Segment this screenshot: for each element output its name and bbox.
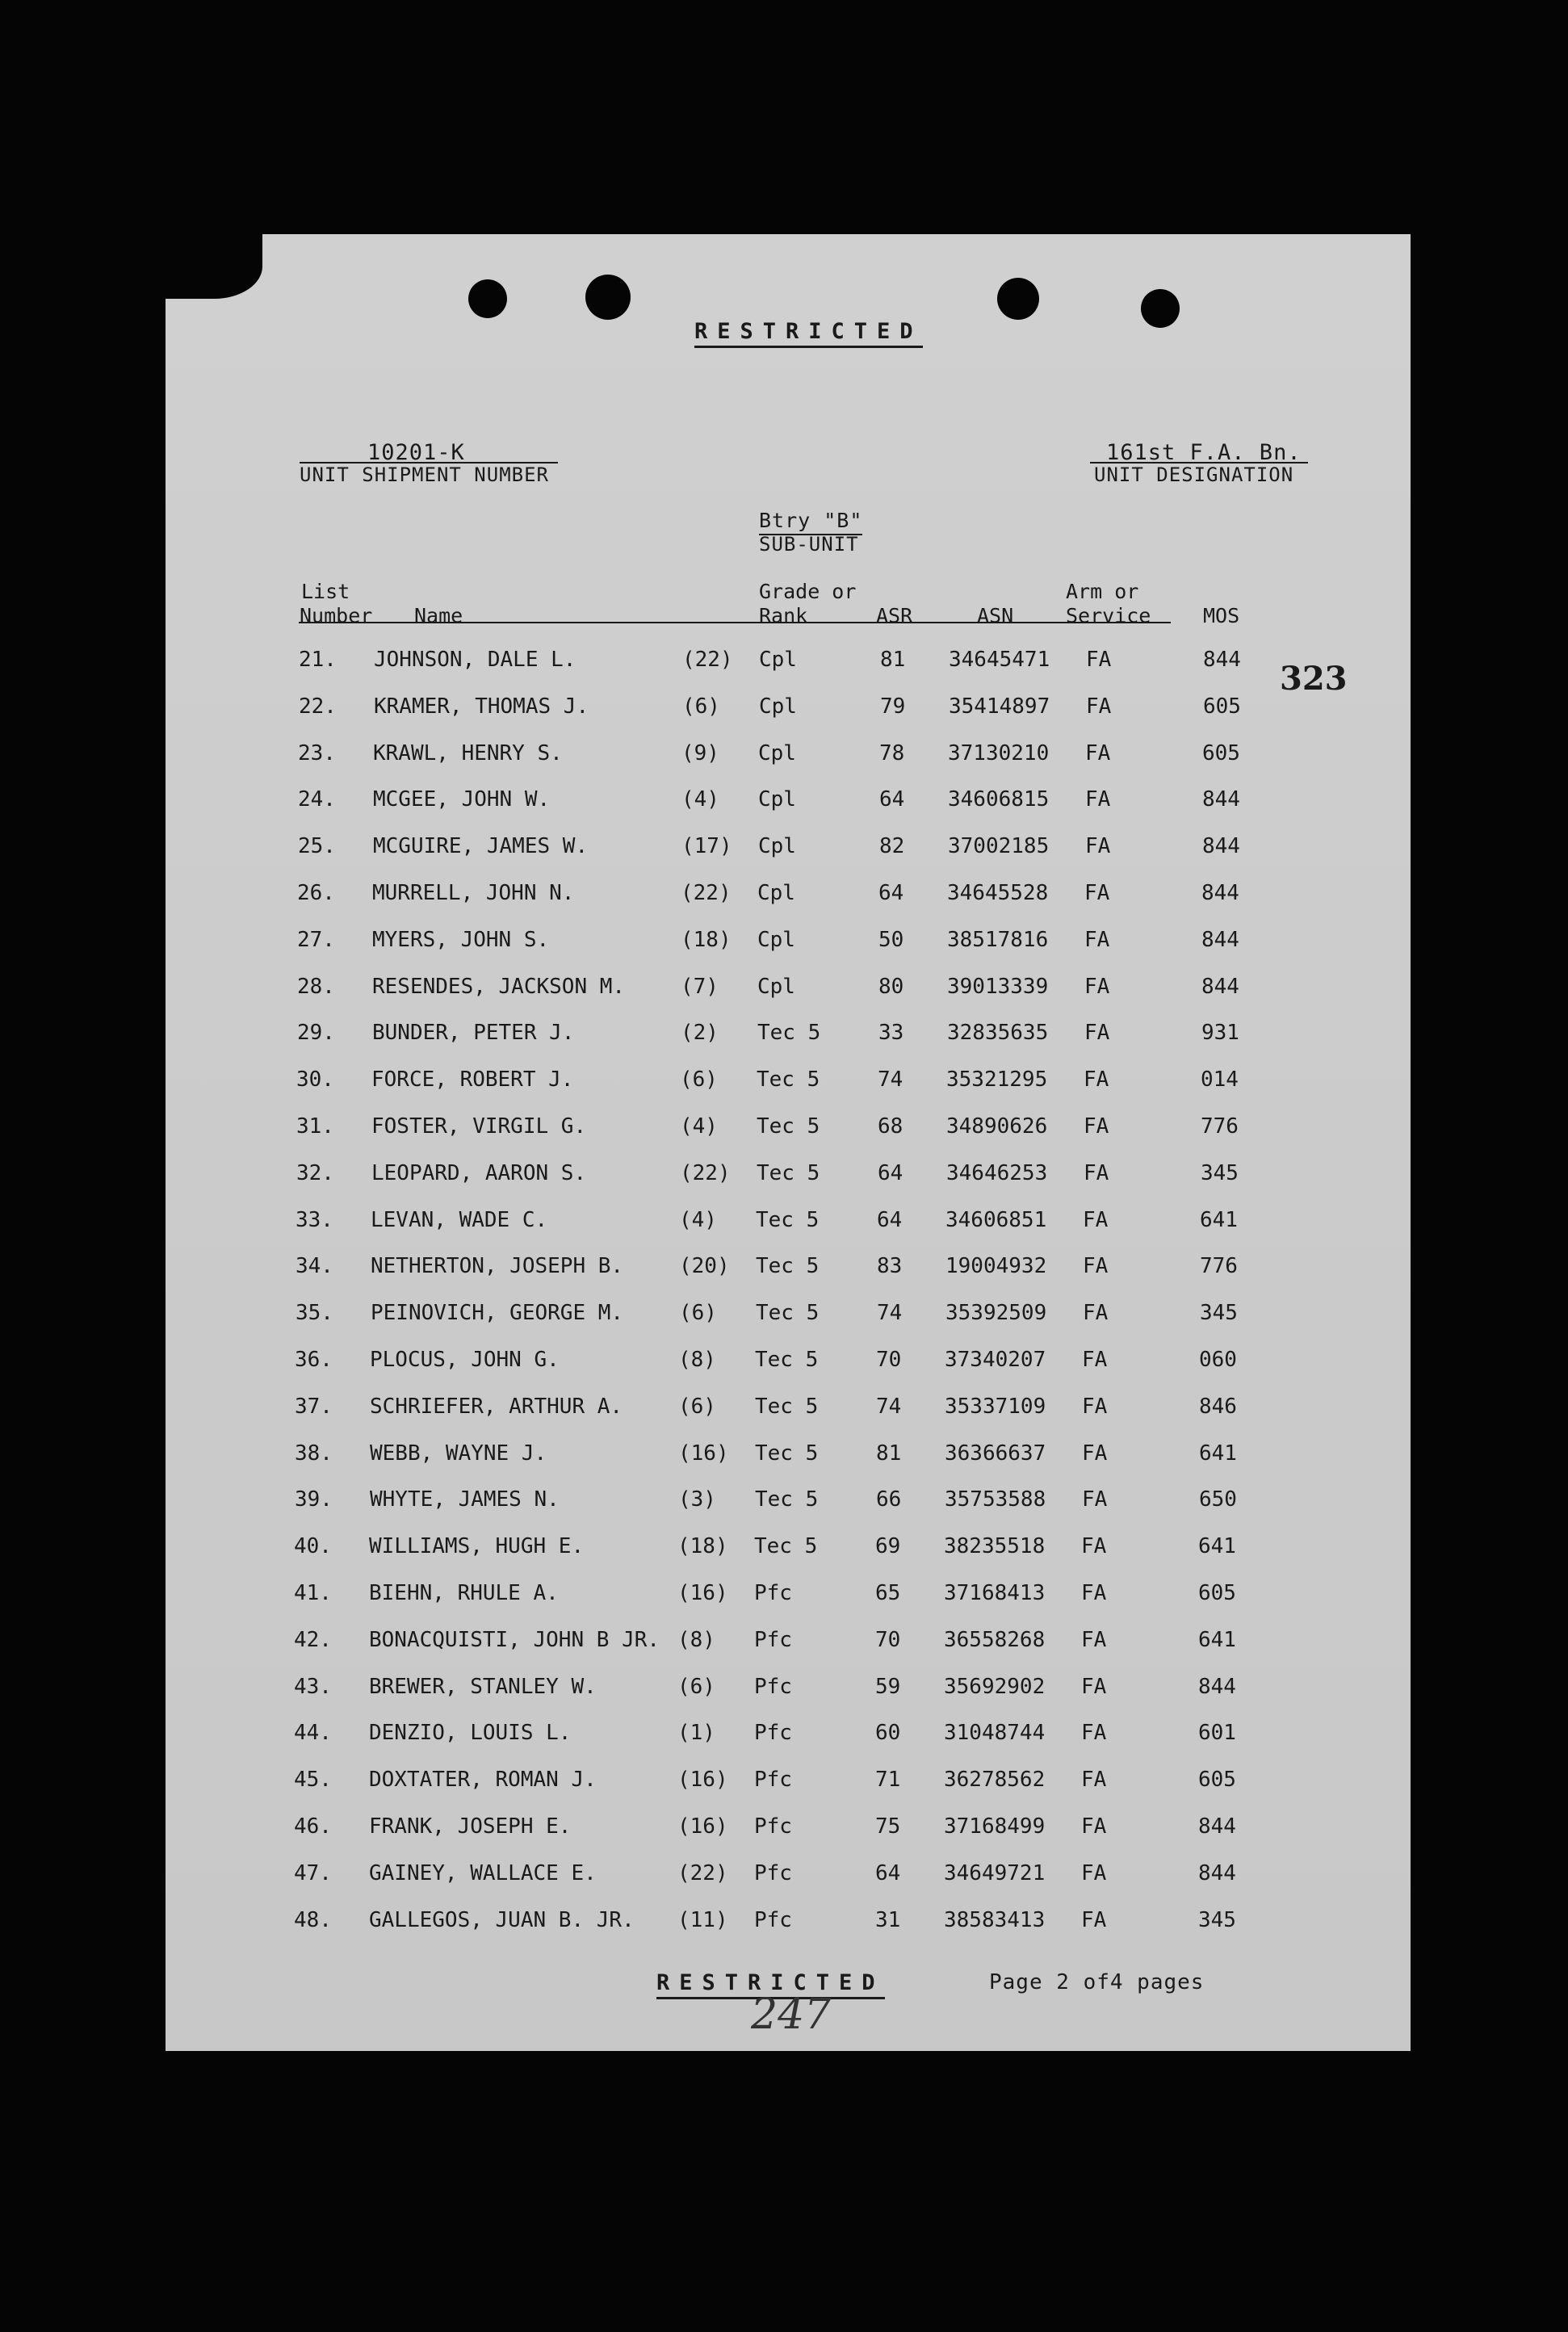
row-rank: Cpl [757, 927, 795, 952]
row-arm: FA [1084, 1021, 1110, 1046]
row-code: (8) [677, 1627, 715, 1652]
row-code: (16) [678, 1441, 729, 1466]
row-mos: 844 [1201, 881, 1239, 905]
row-arm: FA [1081, 1721, 1107, 1746]
row-asr: 65 [875, 1581, 901, 1605]
row-rank: Tec 5 [755, 1441, 819, 1466]
row-arm: FA [1086, 648, 1112, 672]
col-grade-2: Rank [759, 604, 808, 627]
unit-designation-label: UNIT DESIGNATION [1094, 463, 1294, 486]
row-name: NETHERTON, JOSEPH B. [371, 1254, 624, 1279]
row-asr: 74 [876, 1394, 902, 1419]
row-arm: FA [1082, 1441, 1108, 1466]
row-number: 25. [298, 834, 336, 859]
row-code: (18) [677, 1534, 728, 1559]
row-mos: 844 [1203, 648, 1241, 672]
row-asn: 37168499 [944, 1814, 1046, 1839]
row-arm: FA [1081, 1860, 1107, 1885]
row-arm: FA [1084, 881, 1110, 905]
row-arm: FA [1081, 1907, 1107, 1932]
row-asn: 37002185 [948, 834, 1050, 859]
table-row [166, 1534, 1411, 1581]
row-mos: 605 [1203, 694, 1241, 719]
row-arm: FA [1086, 694, 1112, 719]
row-arm: FA [1084, 1067, 1109, 1093]
row-rank: Pfc [754, 1860, 792, 1885]
row-code: (6) [680, 1067, 718, 1093]
row-rank: Pfc [754, 1581, 792, 1605]
row-asn: 34645471 [949, 648, 1050, 672]
row-number: 40. [294, 1534, 332, 1559]
row-name: MCGUIRE, JAMES W. [373, 834, 589, 859]
row-asr: 74 [878, 1067, 903, 1093]
row-name: PLOCUS, JOHN G. [370, 1348, 560, 1372]
table-row [166, 1908, 1411, 1955]
row-asn: 36366637 [945, 1441, 1046, 1466]
row-rank: Tec 5 [757, 1160, 820, 1185]
row-name: JOHNSON, DALE L. [374, 648, 576, 672]
col-asn: ASN [977, 604, 1014, 627]
row-name: KRAWL, HENRY S. [373, 740, 563, 765]
row-asr: 64 [879, 787, 905, 812]
row-number: 45. [294, 1768, 332, 1793]
row-rank: Pfc [754, 1768, 792, 1793]
row-code: (4) [680, 1114, 718, 1139]
row-arm: FA [1082, 1348, 1108, 1372]
row-number: 30. [296, 1067, 334, 1093]
row-mos: 601 [1198, 1721, 1236, 1746]
row-mos: 605 [1202, 740, 1240, 765]
page-info: Page 2 of4 pages [989, 1970, 1205, 1994]
row-rank: Pfc [754, 1814, 792, 1839]
row-name: BREWER, STANLEY W. [369, 1674, 597, 1699]
row-asn: 35337109 [945, 1394, 1046, 1419]
row-number: 26. [297, 881, 335, 905]
row-code: (22) [677, 1860, 728, 1885]
row-name: MURRELL, JOHN N. [372, 881, 575, 905]
table-row [166, 1721, 1411, 1768]
row-number: 23. [298, 740, 336, 765]
row-rank: Cpl [758, 834, 796, 859]
handwritten-number: 247 [751, 1990, 832, 2039]
row-asn: 37340207 [945, 1348, 1046, 1372]
table-row [166, 741, 1411, 788]
punch-hole [468, 279, 507, 318]
row-asr: 70 [875, 1627, 901, 1652]
row-asn: 38517816 [947, 927, 1049, 952]
row-number: 28. [297, 974, 335, 999]
row-number: 29. [297, 1021, 335, 1046]
row-arm: FA [1083, 1207, 1109, 1232]
row-name: GAINEY, WALLACE E. [369, 1860, 597, 1885]
row-rank: Tec 5 [757, 1067, 820, 1093]
row-code: (20) [679, 1254, 730, 1279]
row-asr: 82 [879, 834, 905, 859]
row-mos: 650 [1199, 1487, 1237, 1512]
row-asn: 37130210 [948, 740, 1050, 765]
row-name: MYERS, JOHN S. [372, 927, 550, 952]
row-mos: 641 [1199, 1441, 1237, 1466]
row-arm: FA [1084, 1114, 1109, 1139]
col-list-number-1: List [301, 580, 350, 603]
table-row [166, 881, 1411, 928]
row-rank: Tec 5 [757, 1021, 821, 1046]
sub-unit-label: SUB-UNIT [759, 533, 859, 556]
row-number: 31. [296, 1114, 334, 1139]
row-code: (16) [677, 1814, 728, 1839]
row-number: 47. [294, 1860, 332, 1885]
punch-hole [997, 278, 1039, 320]
row-arm: FA [1082, 1394, 1108, 1419]
col-grade-1: Grade or [759, 580, 857, 603]
restricted-header: RESTRICTED [694, 319, 923, 348]
row-arm: FA [1082, 1487, 1108, 1512]
table-row [166, 1395, 1411, 1441]
row-name: PEINOVICH, GEORGE M. [371, 1301, 624, 1326]
row-asr: 71 [875, 1768, 901, 1793]
sub-unit: Btry "B" [759, 509, 862, 535]
row-asn: 38583413 [944, 1907, 1046, 1932]
row-mos: 844 [1201, 927, 1239, 952]
row-number: 42. [294, 1627, 332, 1652]
row-rank: Cpl [757, 974, 795, 999]
row-asn: 36278562 [944, 1768, 1046, 1793]
row-rank: Tec 5 [755, 1394, 819, 1419]
row-number: 39. [295, 1487, 333, 1512]
row-asr: 64 [878, 881, 904, 905]
row-mos: 776 [1200, 1254, 1238, 1279]
row-code: (16) [677, 1581, 728, 1605]
row-mos: 844 [1202, 787, 1240, 812]
punch-hole [1141, 289, 1180, 328]
row-mos: 844 [1198, 1860, 1236, 1885]
row-number: 24. [298, 787, 336, 812]
row-code: (17) [681, 834, 732, 859]
row-asn: 37168413 [944, 1581, 1046, 1605]
row-asn: 35414897 [949, 694, 1050, 719]
col-mos: MOS [1203, 604, 1240, 627]
row-number: 46. [294, 1814, 332, 1839]
row-number: 36. [295, 1348, 333, 1372]
row-rank: Tec 5 [755, 1487, 819, 1512]
row-mos: 931 [1201, 1021, 1239, 1046]
row-arm: FA [1083, 1301, 1109, 1326]
row-asr: 64 [875, 1860, 901, 1885]
row-mos: 641 [1198, 1627, 1236, 1652]
row-name: DENZIO, LOUIS L. [369, 1721, 572, 1746]
row-code: (16) [677, 1768, 728, 1793]
row-name: RESENDES, JACKSON M. [372, 974, 626, 999]
row-asr: 81 [880, 648, 906, 672]
row-code: (11) [677, 1907, 728, 1932]
row-rank: Tec 5 [755, 1348, 819, 1372]
row-arm: FA [1081, 1627, 1107, 1652]
row-mos: 345 [1201, 1160, 1239, 1185]
row-mos: 844 [1198, 1814, 1236, 1839]
table-row [166, 1114, 1411, 1161]
row-arm: FA [1084, 927, 1110, 952]
row-name: FORCE, ROBERT J. [371, 1067, 574, 1093]
row-name: DOXTATER, ROMAN J. [369, 1768, 597, 1793]
row-number: 48. [294, 1907, 332, 1932]
row-number: 34. [296, 1254, 333, 1279]
row-rank: Tec 5 [756, 1207, 820, 1232]
row-number: 41. [294, 1581, 332, 1605]
row-code: (22) [681, 881, 732, 905]
col-asr: ASR [876, 604, 913, 627]
row-asn: 34649721 [944, 1860, 1046, 1885]
row-rank: Cpl [759, 648, 797, 672]
table-row [166, 975, 1411, 1021]
row-code: (6) [682, 694, 720, 719]
row-mos: 641 [1198, 1534, 1236, 1559]
row-number: 22. [299, 694, 337, 719]
restricted-footer: RESTRICTED [656, 1970, 885, 1999]
row-code: (6) [677, 1674, 715, 1699]
row-mos: 345 [1198, 1907, 1236, 1932]
row-code: (6) [678, 1394, 716, 1419]
row-asr: 74 [877, 1301, 903, 1326]
row-code: (9) [681, 740, 719, 765]
row-code: (22) [680, 1160, 731, 1185]
row-name: WEBB, WAYNE J. [370, 1441, 547, 1466]
row-asn: 32835635 [947, 1021, 1049, 1046]
row-number: 27. [297, 927, 335, 952]
row-asr: 78 [879, 740, 905, 765]
row-asr: 79 [880, 694, 906, 719]
table-row [166, 1861, 1411, 1908]
row-name: LEVAN, WADE C. [371, 1207, 548, 1232]
row-mos: 605 [1198, 1768, 1236, 1793]
row-code: (4) [681, 787, 719, 812]
row-mos: 641 [1200, 1207, 1238, 1232]
row-asr: 59 [875, 1674, 901, 1699]
row-arm: FA [1084, 1160, 1109, 1185]
table-row [166, 694, 1411, 741]
table-row [166, 1348, 1411, 1395]
table-row [166, 1301, 1411, 1348]
row-mos: 345 [1200, 1301, 1238, 1326]
row-rank: Tec 5 [756, 1301, 820, 1326]
row-number: 32. [296, 1160, 334, 1185]
row-asn: 35753588 [945, 1487, 1046, 1512]
row-asr: 80 [878, 974, 904, 999]
row-asn: 35692902 [944, 1674, 1046, 1699]
row-rank: Cpl [758, 787, 796, 812]
row-mos: 776 [1201, 1114, 1239, 1139]
row-arm: FA [1081, 1768, 1107, 1793]
shipment-number: 10201-K [367, 440, 465, 465]
row-arm: FA [1085, 740, 1111, 765]
row-name: MCGEE, JOHN W. [373, 787, 551, 812]
row-rank: Tec 5 [754, 1534, 818, 1559]
table-row [166, 1628, 1411, 1675]
row-rank: Tec 5 [756, 1254, 820, 1279]
shipment-label-line [300, 439, 558, 463]
row-name: WILLIAMS, HUGH E. [369, 1534, 585, 1559]
row-code: (18) [681, 927, 732, 952]
row-name: BUNDER, PETER J. [372, 1021, 575, 1046]
table-row [166, 1487, 1411, 1534]
row-mos: 844 [1198, 1674, 1236, 1699]
row-asn: 34606851 [945, 1207, 1047, 1232]
row-asn: 31048744 [944, 1721, 1046, 1746]
row-asr: 66 [876, 1487, 902, 1512]
row-asn: 36558268 [944, 1627, 1046, 1652]
table-row [166, 1768, 1411, 1814]
table-row [166, 648, 1411, 694]
punch-hole [585, 275, 631, 320]
document-page [166, 234, 1411, 2051]
table-row [166, 1208, 1411, 1255]
row-code: (3) [678, 1487, 716, 1512]
row-rank: Cpl [758, 740, 796, 765]
shipment-label: UNIT SHIPMENT NUMBER [300, 463, 549, 486]
table-row [166, 1675, 1411, 1722]
row-code: (1) [677, 1721, 715, 1746]
row-asn: 34646253 [946, 1160, 1048, 1185]
row-asr: 68 [878, 1114, 903, 1139]
row-mos: 846 [1199, 1394, 1237, 1419]
row-name: BIEHN, RHULE A. [369, 1581, 559, 1605]
row-asn: 34606815 [948, 787, 1050, 812]
row-arm: FA [1081, 1534, 1107, 1559]
page-stamp: 323 [1280, 660, 1348, 698]
row-arm: FA [1085, 787, 1111, 812]
torn-corner [166, 234, 262, 299]
row-asn: 39013339 [947, 974, 1049, 999]
row-mos: 844 [1201, 974, 1239, 999]
header-rule [299, 622, 1171, 623]
table-row [166, 1814, 1411, 1861]
row-name: SCHRIEFER, ARTHUR A. [370, 1394, 623, 1419]
row-rank: Pfc [754, 1907, 792, 1932]
row-asn: 35321295 [946, 1067, 1048, 1093]
row-asr: 83 [877, 1254, 903, 1279]
row-rank: Pfc [754, 1721, 792, 1746]
row-arm: FA [1084, 974, 1110, 999]
unit-designation: 161st F.A. Bn. [1106, 440, 1302, 465]
row-asn: 34645528 [947, 881, 1049, 905]
row-number: 33. [296, 1207, 333, 1232]
row-asn: 38235518 [944, 1534, 1046, 1559]
row-name: BONACQUISTI, JOHN B JR. [369, 1627, 660, 1652]
row-asr: 81 [876, 1441, 902, 1466]
row-arm: FA [1081, 1581, 1107, 1605]
row-asr: 75 [875, 1814, 901, 1839]
row-number: 38. [295, 1441, 333, 1466]
row-number: 44. [294, 1721, 332, 1746]
row-name: FOSTER, VIRGIL G. [371, 1114, 587, 1139]
row-name: FRANK, JOSEPH E. [369, 1814, 572, 1839]
unit-designation-line [1090, 439, 1308, 463]
table-row [166, 1581, 1411, 1628]
row-arm: FA [1085, 834, 1111, 859]
row-rank: Pfc [754, 1627, 792, 1652]
table-row [166, 1021, 1411, 1067]
row-mos: 014 [1201, 1067, 1239, 1093]
col-arm-1: Arm or [1066, 580, 1139, 603]
row-code: (4) [679, 1207, 717, 1232]
row-arm: FA [1083, 1254, 1109, 1279]
row-asr: 64 [877, 1207, 903, 1232]
table-row [166, 1067, 1411, 1114]
table-row [166, 928, 1411, 975]
row-asr: 31 [875, 1907, 901, 1932]
table-row [166, 1254, 1411, 1301]
table-row [166, 1441, 1411, 1488]
row-asr: 69 [875, 1534, 901, 1559]
row-number: 21. [299, 648, 337, 672]
row-arm: FA [1081, 1814, 1107, 1839]
row-rank: Pfc [754, 1674, 792, 1699]
row-rank: Cpl [759, 694, 797, 719]
row-asn: 35392509 [945, 1301, 1047, 1326]
row-code: (8) [678, 1348, 716, 1372]
row-asr: 50 [878, 927, 904, 952]
table-row [166, 834, 1411, 881]
row-asn: 19004932 [945, 1254, 1047, 1279]
col-name: Name [414, 604, 463, 627]
row-code: (7) [681, 974, 719, 999]
row-asr: 33 [878, 1021, 904, 1046]
col-list-number-2: Number [300, 604, 373, 627]
row-rank: Cpl [757, 881, 795, 905]
row-mos: 844 [1202, 834, 1240, 859]
row-rank: Tec 5 [757, 1114, 820, 1139]
row-name: KRAMER, THOMAS J. [374, 694, 589, 719]
row-asr: 60 [875, 1721, 901, 1746]
row-mos: 605 [1198, 1581, 1236, 1605]
row-mos: 060 [1199, 1348, 1237, 1372]
row-code: (22) [682, 648, 733, 672]
row-code: (2) [681, 1021, 719, 1046]
row-arm: FA [1081, 1674, 1107, 1699]
row-number: 35. [296, 1301, 333, 1326]
row-name: WHYTE, JAMES N. [370, 1487, 560, 1512]
row-asr: 64 [878, 1160, 903, 1185]
row-name: GALLEGOS, JUAN B. JR. [369, 1907, 635, 1932]
table-row [166, 787, 1411, 834]
row-number: 43. [294, 1674, 332, 1699]
row-code: (6) [679, 1301, 717, 1326]
row-asn: 34890626 [946, 1114, 1048, 1139]
row-number: 37. [295, 1394, 333, 1419]
table-row [166, 1161, 1411, 1208]
row-asr: 70 [876, 1348, 902, 1372]
col-arm-2: Service [1066, 604, 1151, 627]
row-name: LEOPARD, AARON S. [371, 1160, 587, 1185]
